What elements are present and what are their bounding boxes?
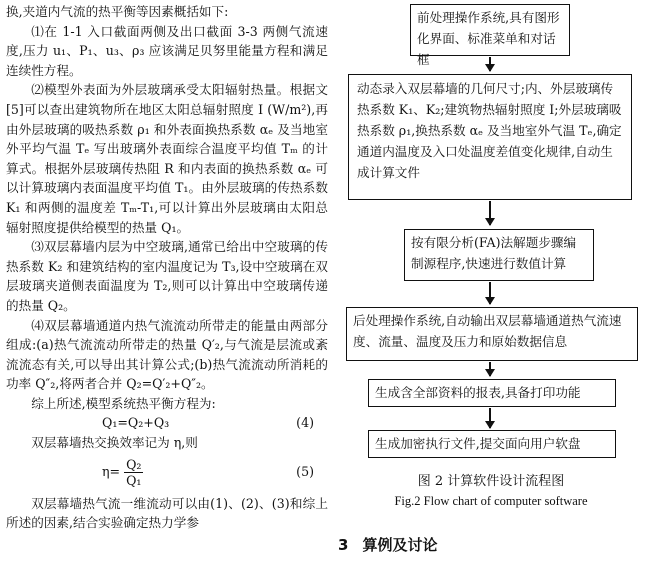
equation-4-number: (4) (296, 415, 314, 431)
right-column (338, 0, 644, 561)
equation-5-numerator: Q₂ (126, 456, 142, 472)
flow-arrow-1 (489, 57, 491, 71)
equation-5-body (102, 457, 143, 488)
flow-arrow-3 (489, 282, 491, 304)
section-heading (338, 534, 437, 555)
section-title: 算例及讨论 (362, 536, 438, 554)
flow-box-executable: 生成加密执行文件,提交面向用户软盘 (368, 430, 616, 458)
paragraph-item-3: ⑶双层幕墙内层为中空玻璃,通常已给出中空玻璃的传热系数 K₂ 和建筑结构的室内温度记为 T₃,设中空玻璃在双层玻璃夹道侧表面温度为 T₂,则可以计算出中空玻璃传递的热量 Q₂。 (6, 239, 328, 313)
paragraph-item-2: ⑵模型外表面为外层玻璃承受太阳辐射热量。根据文[5]可以查出建筑物所在地区太阳总辐射照度 I (W/m²),再由外层玻璃的吸热系数 ρ₁ 和外表面换热系数 αₑ 及当地室外平均气温 Tₑ 写出玻璃外表面综合温度平均值 Tₘ 的计算式。根据外层玻璃传热阻 R 和内表面的换热系数 αₑ 可以计算玻璃内表面温度平均值 T₁。由外层玻璃的传热系数 K₁ 和两侧的温度差 Tₘ-T₁,可以计算出外层玻璃由太阳总辐射照度提供给模型的热量 Q₁。 (6, 82, 328, 235)
flow-arrow-2 (489, 201, 491, 225)
flow-arrow-5 (489, 408, 491, 428)
paragraph-summary: 综上所述,模型系统热平衡方程为: (31, 395, 216, 411)
equation-5-number: (5) (296, 464, 314, 480)
flow-box-postprocessing: 后处理操作系统,自动输出双层幕墙通道热气流速度、流量、温度及压力和原始数据信息 (346, 307, 638, 361)
equation-5-denominator: Q₁ (126, 472, 142, 488)
equation-5-fraction (124, 457, 143, 488)
flow-box-data-entry: 动态录入双层幕墙的几何尺寸;内、外层玻璃传热系数 K₁、K₂;建筑物热辐射照度 I;外层玻璃吸热系数 ρ₁,换热系数 αₑ 及当地室外气温 Tₑ,确定通道内温度及入口处温度差值变化规律,自动生成计算文件 (348, 74, 632, 200)
equation-4 (6, 413, 328, 433)
flow-box-computation: 按有限分析(FA)法解题步骤编制源程序,快速进行数值计算 (404, 229, 594, 281)
paragraph-item-1: ⑴在 1-1 入口截面两侧及出口截面 3-3 两侧气流速度,压力 u₁、P₁、u₃、ρ₃ 应该满足贝努里能量方程和满足连续性方程。 (6, 23, 328, 78)
section-number: 3 (338, 536, 349, 554)
paragraph-conclusion: 双层幕墙热气流一维流动可以由(1)、(2)、(3)和综上所述的因素,结合实验确定热力学参 (6, 495, 328, 531)
figure-caption-cn: 图 2 计算软件设计流程图 (417, 474, 565, 489)
paragraph-intro: 换,夹道内气流的热平衡等因素概括如下: (6, 4, 229, 19)
figure-caption-en: Fig.2 Flow chart of computer software (394, 494, 588, 508)
equation-5 (6, 457, 328, 488)
equation-4-body: Q₁=Q₂+Q₃ (102, 415, 170, 431)
paragraph-efficiency: 双层幕墙热交换效率记为 η,则 (31, 435, 198, 451)
paragraph-item-4: ⑷双层幕墙通道内热气流流动所带走的能量由两部分组成:(a)热气流流动所带走的热量 Q′₂,与气流是层流或紊流流态有关,可以导出其计算公式;(b)热气流流动所消耗的功率 Q″₂,将两者合并 Q₂=Q′₂+Q″₂。 (6, 317, 328, 392)
flow-box-report: 生成含全部资料的报表,具备打印功能 (368, 379, 616, 407)
left-column (6, 2, 328, 533)
flow-box-preprocessing: 前处理操作系统,具有图形化界面、标准菜单和对话框 (410, 4, 570, 56)
flow-arrow-4 (489, 362, 491, 376)
equation-5-lhs: η= (102, 464, 121, 480)
